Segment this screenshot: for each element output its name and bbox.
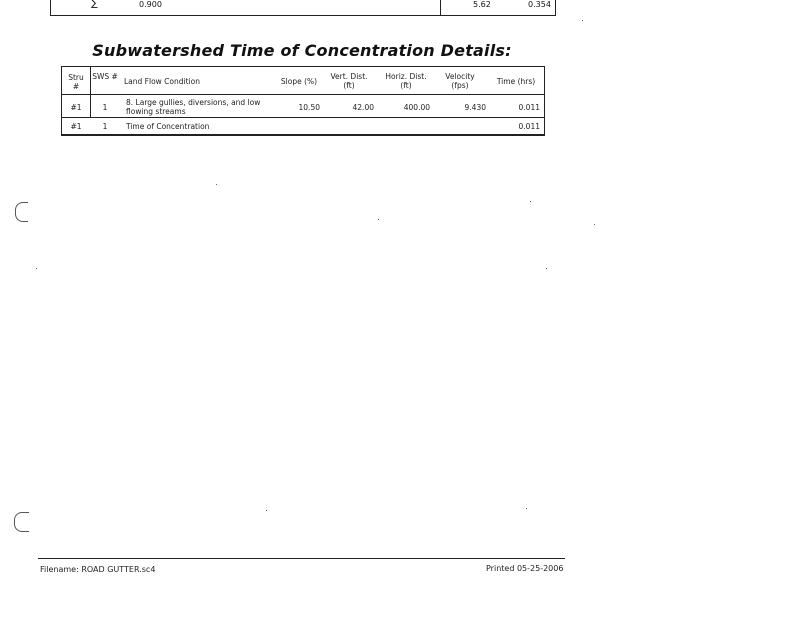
- total-label: Time of Concentration: [126, 122, 210, 131]
- header-land-flow: Land Flow Condition: [124, 77, 200, 86]
- scan-speck: [582, 20, 583, 21]
- header-horiz-dist: Horiz. Dist. (ft): [385, 72, 427, 90]
- row-time: 0.011: [518, 103, 540, 112]
- summary-value-2: 5.62: [473, 0, 491, 9]
- scan-speck: [526, 508, 527, 509]
- row-land-flow: 8. Large gullies, diversions, and low flowing streams: [126, 98, 261, 116]
- column-divider: [90, 67, 91, 94]
- row-slope: 10.50: [298, 103, 320, 112]
- section-title: Subwatershed Time of Concentration Details:: [92, 41, 512, 60]
- row-stru: #1: [70, 103, 82, 112]
- scan-speck: [530, 201, 531, 202]
- summary-row: [50, 0, 556, 16]
- header-slope: Slope (%): [280, 77, 318, 86]
- column-divider: [440, 0, 441, 15]
- footer-filename: Filename: ROAD GUTTER.sc4: [40, 565, 156, 574]
- total-sws: 1: [102, 122, 108, 131]
- scan-speck: [216, 184, 217, 185]
- column-divider: [90, 94, 91, 117]
- row-sws: 1: [102, 103, 108, 112]
- scan-speck: [266, 510, 267, 511]
- scan-speck: [594, 224, 595, 225]
- footer-divider: [38, 558, 565, 559]
- header-time: Time (hrs): [496, 77, 536, 86]
- summary-value-3: 0.354: [528, 0, 551, 9]
- header-velocity: Velocity (fps): [445, 72, 475, 90]
- header-stru: Stru #: [68, 73, 84, 91]
- row-horiz-dist: 400.00: [403, 103, 430, 112]
- scan-speck: [378, 219, 379, 220]
- total-time: 0.011: [518, 122, 540, 131]
- scan-speck: [36, 268, 37, 269]
- row-divider: [62, 117, 544, 118]
- total-stru: #1: [70, 122, 82, 131]
- summary-value-area: 0.900: [139, 0, 162, 9]
- header-sws: SWS #: [92, 72, 118, 81]
- sum-symbol: ∑: [91, 0, 98, 9]
- time-of-concentration-table: [61, 66, 545, 136]
- header-vert-dist: Vert. Dist. (ft): [330, 72, 368, 90]
- scan-speck: [546, 268, 547, 269]
- hole-punch-mark: [14, 512, 29, 532]
- footer-printed-date: Printed 05-25-2006: [486, 564, 564, 573]
- hole-punch-mark: [15, 202, 28, 222]
- header-divider: [62, 94, 544, 95]
- row-vert-dist: 42.00: [352, 103, 374, 112]
- row-velocity: 9.430: [464, 103, 486, 112]
